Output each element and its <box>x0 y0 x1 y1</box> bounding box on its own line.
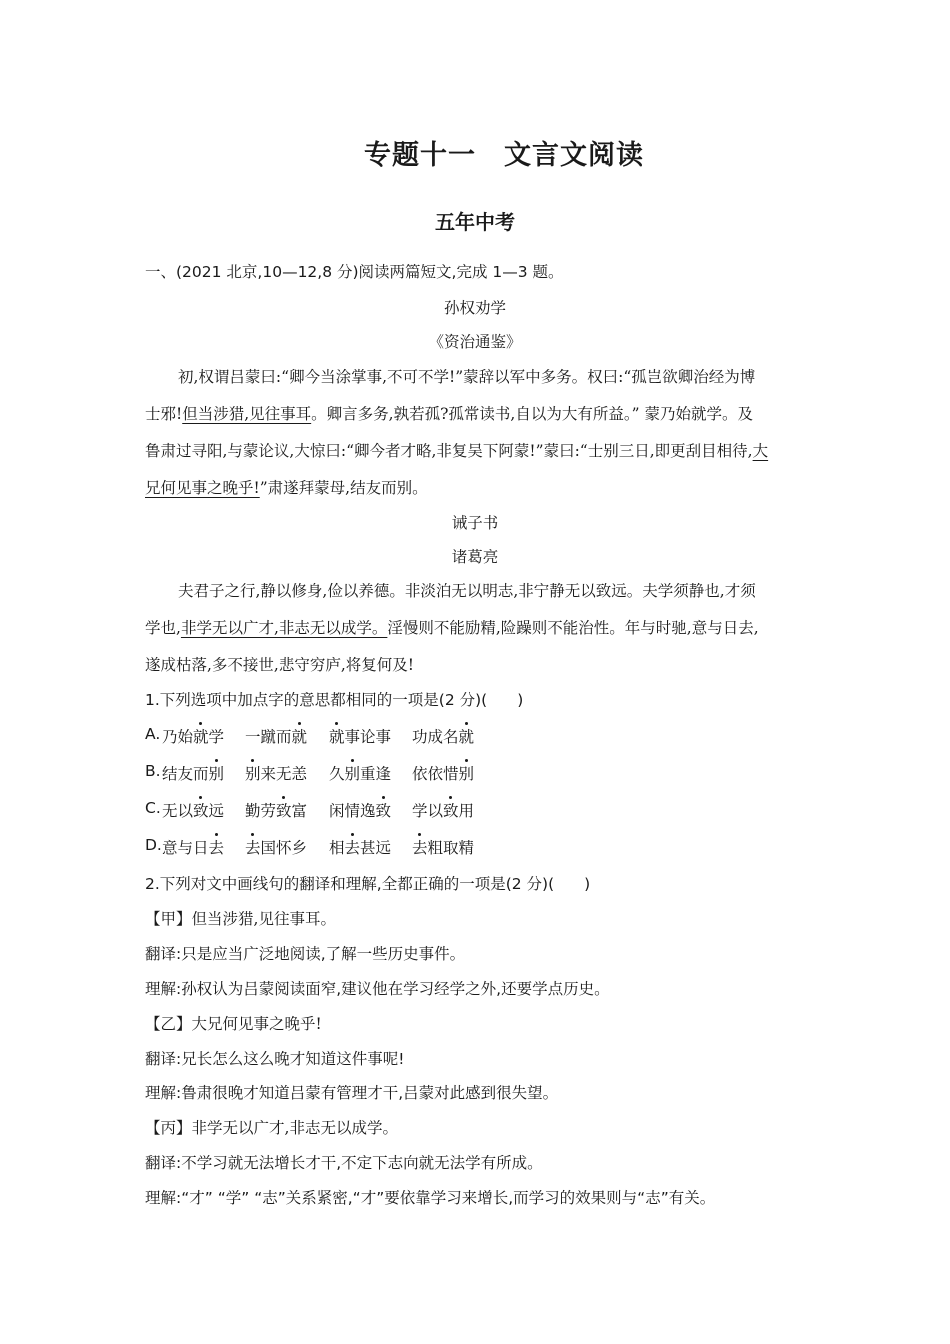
option-phrase <box>245 836 307 858</box>
option-phrase <box>162 799 224 821</box>
text: 2.下列对文中画线句的翻译和理解,全都正确的一项是(2 分)( <box>145 875 555 893</box>
jia-understanding: 理解:孙权认为吕蒙阅读面窄,建议他在学习经学之外,还要学点历史。 <box>145 980 610 998</box>
text: 依依惜 <box>412 765 459 783</box>
q2-stem <box>145 872 590 894</box>
q1-option-c <box>145 799 645 823</box>
text1-source: 《资治通鉴》 <box>428 333 522 351</box>
text: 士邪! <box>145 405 183 423</box>
jia-translation: 翻译:只是应当广泛地阅读,了解一些历史事件。 <box>145 945 466 963</box>
text1-line3 <box>145 439 768 461</box>
emphasis-dotted-char: 别 <box>245 765 261 783</box>
option-label: A. <box>145 725 161 743</box>
emphasis-dotted-char: 去 <box>344 839 361 857</box>
text1-line4 <box>145 476 428 498</box>
q1-option-a <box>145 725 645 749</box>
option-phrase <box>412 799 474 821</box>
emphasis-dotted-char: 去 <box>208 839 225 857</box>
text2-title: 诫子书 <box>451 514 499 532</box>
text: 功成名 <box>412 728 459 746</box>
jia-sentence <box>145 907 336 929</box>
page-subtitle: 五年中考 <box>435 210 515 234</box>
bing-sentence <box>145 1116 398 1138</box>
text: 淫慢则不能励精,险躁则不能治性。年与时驰,意与日去, <box>387 619 759 637</box>
text: 富 <box>291 802 308 820</box>
emphasis-dotted-char: 就 <box>291 728 308 746</box>
underlined-sentence-yi-end: 兄何见事之晚乎! <box>145 479 260 497</box>
text: 无以 <box>162 802 194 820</box>
text: 用 <box>458 802 475 820</box>
option-phrase <box>245 762 307 784</box>
text2-author: 诸葛亮 <box>451 548 499 566</box>
option-label: C. <box>145 799 161 817</box>
text: 来无恙 <box>260 765 308 783</box>
emphasis-dotted-char: 致 <box>193 802 209 820</box>
underlined-sentence-jia: 但当涉猎,见往事耳 <box>182 405 312 423</box>
text: 相 <box>329 839 345 857</box>
underlined-sentence-yi-start: 大 <box>752 442 769 460</box>
page-title: 专题十一 文言文阅读 <box>364 140 644 171</box>
text: 学也, <box>145 619 181 637</box>
text1-title: 孙权劝学 <box>443 299 506 317</box>
text: 1.下列选项中加点字的意思都相同的一项是(2 分)( <box>145 691 488 709</box>
text: 大兄何见事之晚乎! <box>191 1015 322 1033</box>
emphasis-dotted-char: 去 <box>412 839 428 857</box>
label: 【乙】 <box>145 1015 192 1033</box>
option-phrase <box>329 799 391 821</box>
bing-translation: 翻译:不学习就无法增长才干,不定下志向就无法学有所成。 <box>145 1154 543 1172</box>
text: 国怀乡 <box>260 839 308 857</box>
label: 【丙】 <box>145 1119 192 1137</box>
option-phrase <box>412 836 474 858</box>
text: 粗取精 <box>427 839 475 857</box>
text: 事论事 <box>344 728 392 746</box>
text: 勤劳 <box>245 802 277 820</box>
yi-sentence <box>145 1012 322 1034</box>
option-phrase <box>245 725 307 747</box>
text: 久 <box>329 765 345 783</box>
yi-translation: 翻译:兄长怎么这么晚才知道这件事呢! <box>145 1050 405 1068</box>
text: 非学无以广才,非志无以成学。 <box>191 1119 398 1137</box>
text2-line1: 夫君子之行,静以修身,俭以养德。非淡泊无以明志,非宁静无以致远。夫学须静也,才须 <box>178 582 756 600</box>
option-phrase <box>162 836 224 858</box>
emphasis-dotted-char: 别 <box>208 765 225 783</box>
text: 但当涉猎,见往事耳。 <box>191 910 336 928</box>
emphasis-dotted-char: 就 <box>193 728 209 746</box>
label: 【甲】 <box>145 910 192 928</box>
text: 重逢 <box>360 765 392 783</box>
text: 甚远 <box>360 839 392 857</box>
option-label: B. <box>145 762 161 780</box>
option-phrase <box>245 799 307 821</box>
underlined-sentence-bing: 非学无以广才,非志无以成学。 <box>180 619 388 637</box>
option-phrase <box>329 725 391 747</box>
emphasis-dotted-char: 致 <box>276 802 292 820</box>
q1-option-b <box>145 762 645 786</box>
option-phrase <box>162 725 224 747</box>
option-phrase <box>329 762 391 784</box>
text: 鲁肃过寻阳,与蒙论议,大惊曰:“卿今者才略,非复吴下阿蒙!”蒙曰:“士别三日,即更刮目相待, <box>145 442 753 460</box>
text: 结友而 <box>162 765 209 783</box>
text: 一蹴而 <box>245 728 292 746</box>
yi-understanding: 理解:鲁肃很晚才知道吕蒙有管理才干,吕蒙对此感到很失望。 <box>145 1084 559 1102</box>
emphasis-dotted-char: 致 <box>375 802 392 820</box>
q1-option-d <box>145 836 645 860</box>
option-phrase <box>329 836 391 858</box>
emphasis-dotted-char: 就 <box>458 728 475 746</box>
text1-line1: 初,权谓吕蒙曰:“卿今当涂掌事,不可不学!”蒙辞以军中多务。权曰:“孤岂欲卿治经为博 <box>178 368 756 386</box>
text: 意与日 <box>162 839 209 857</box>
text: 。卿言多务,孰若孤?孤常读书,自以为大有所益。” 蒙乃始就学。及 <box>311 405 753 423</box>
text: 学 <box>208 728 225 746</box>
emphasis-dotted-char: 致 <box>443 802 459 820</box>
text: ) <box>584 875 591 893</box>
option-label: D. <box>145 836 162 854</box>
section-intro: 一、(2021 北京,10—12,8 分)阅读两篇短文,完成 1—3 题。 <box>145 263 564 281</box>
text: ”肃遂拜蒙母,结友而别。 <box>259 479 428 497</box>
text2-line3: 遂成枯落,多不接世,悲守穷庐,将复何及! <box>145 656 415 674</box>
emphasis-dotted-char: 去 <box>245 839 261 857</box>
text: 乃始 <box>162 728 194 746</box>
text: 学以 <box>412 802 444 820</box>
q1-stem <box>145 688 523 710</box>
text: 远 <box>208 802 225 820</box>
option-phrase <box>162 762 224 784</box>
text1-line2 <box>145 402 753 424</box>
text: 闲情逸 <box>329 802 376 820</box>
emphasis-dotted-char: 就 <box>329 728 345 746</box>
text2-line2 <box>145 616 759 638</box>
bing-understanding: 理解:“才” “学” “志”关系紧密,“才”要依靠学习来增长,而学习的效果则与“志”有关。 <box>145 1189 716 1207</box>
emphasis-dotted-char: 别 <box>344 765 361 783</box>
text: ) <box>517 691 524 709</box>
option-phrase <box>412 725 474 747</box>
emphasis-dotted-char: 别 <box>458 765 475 783</box>
option-phrase <box>412 762 474 784</box>
